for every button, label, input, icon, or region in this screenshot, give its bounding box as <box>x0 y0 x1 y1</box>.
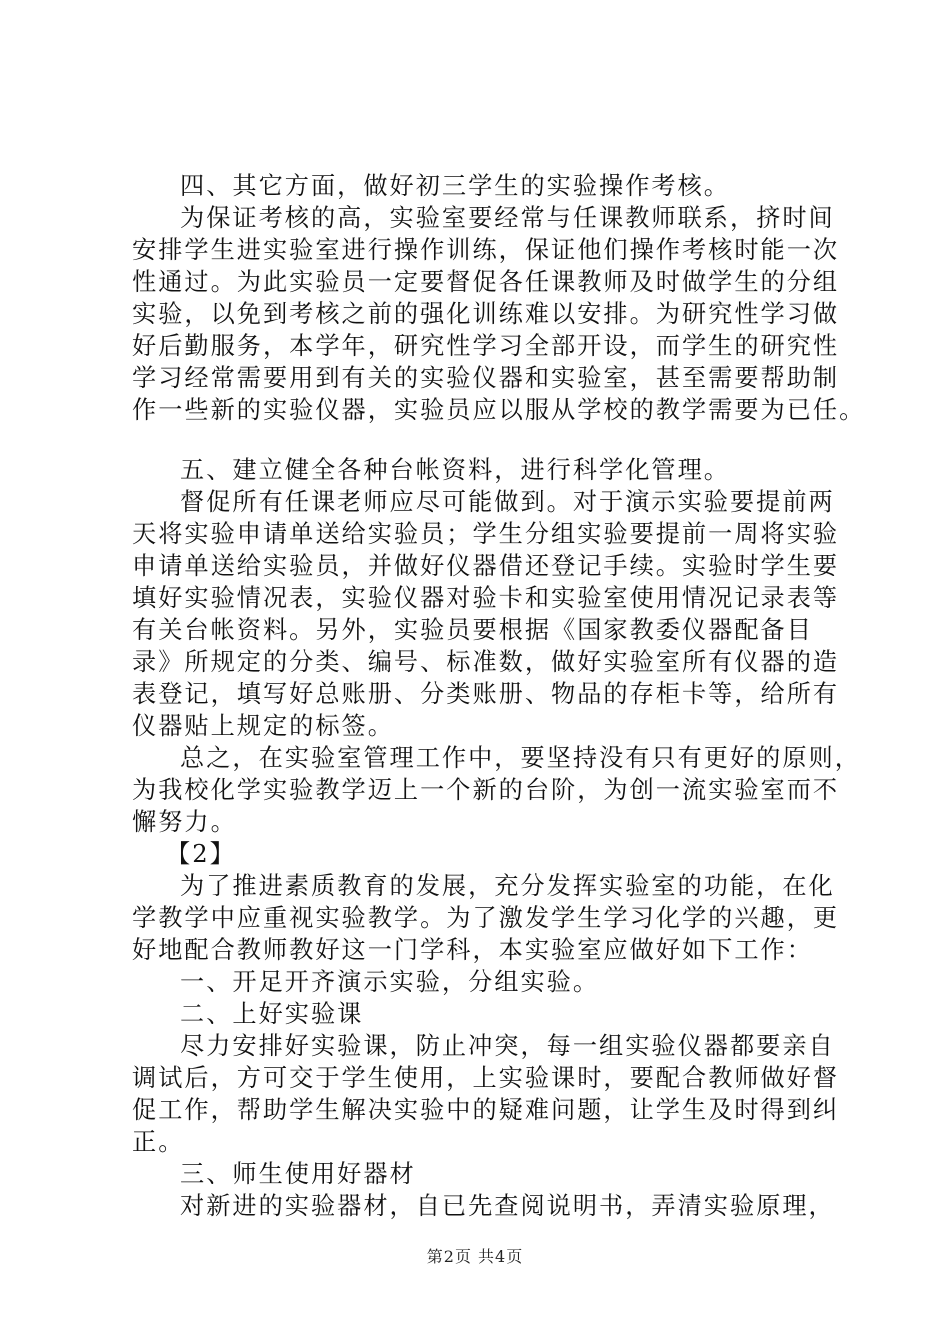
paragraph-line: 有关台帐资料。另外，实验员要根据《国家教委仪器配备目 <box>132 616 813 644</box>
paragraph-line: 作一些新的实验仪器，实验员应以服从学校的教学需要为已任。 <box>132 396 866 424</box>
paragraph-line: 为保证考核的高，实验室要经常与任课教师联系，挤时间 <box>180 204 835 232</box>
paragraph-line: 督促所有任课老师应尽可能做到。对于演示实验要提前两 <box>180 488 835 516</box>
summary-line: 为我校化学实验教学迈上一个新的台阶，为创一流实验室而不 <box>132 776 840 804</box>
paragraph-line: 仪器贴上规定的标签。 <box>132 712 394 740</box>
paragraph-line: 性通过。为此实验员一定要督促各任课教师及时做学生的分组 <box>132 268 840 296</box>
part-marker: 【2】 <box>166 840 236 868</box>
paragraph-line: 安排学生进实验室进行操作训练，保证他们操作考核时能一次 <box>132 236 840 264</box>
paragraph-line: 天将实验申请单送给实验员；学生分组实验要提前一周将实验 <box>132 520 840 548</box>
paragraph-line: 录》所规定的分类、编号、标准数，做好实验室所有仪器的造 <box>132 648 840 676</box>
item-heading-3: 三、师生使用好器材 <box>180 1160 416 1188</box>
paragraph-line: 尽力安排好实验课，防止冲突，每一组实验仪器都要亲自 <box>180 1032 835 1060</box>
paragraph-gap <box>132 426 832 454</box>
paragraph-line: 对新进的实验器材，自已先查阅说明书，弄清实验原理， <box>180 1192 835 1220</box>
paragraph-line: 实验，以免到考核之前的强化训练难以安排。为研究性学习做 <box>132 300 840 328</box>
summary-line: 懈努力。 <box>132 808 237 836</box>
item-heading-2: 二、上好实验课 <box>180 1000 364 1028</box>
page-footer: 第2页 共4页 <box>426 1247 524 1266</box>
item-heading-1: 一、开足开齐演示实验，分组实验。 <box>180 968 600 996</box>
paragraph-line: 填好实验情况表，实验仪器对验卡和实验室使用情况记录表等 <box>132 584 840 612</box>
intro-line: 为了推进素质教育的发展，充分发挥实验室的功能，在化 <box>180 872 835 900</box>
section-heading-5: 五、建立健全各种台帐资料，进行科学化管理。 <box>180 456 730 484</box>
section-heading-4: 四、其它方面，做好初三学生的实验操作考核。 <box>180 172 730 200</box>
paragraph-line: 正。 <box>132 1128 185 1156</box>
paragraph-line: 促工作，帮助学生解决实验中的疑难问题，让学生及时得到纠 <box>132 1096 840 1124</box>
intro-line: 学教学中应重视实验教学。为了激发学生学习化学的兴趣，更 <box>132 904 840 932</box>
paragraph-line: 申请单送给实验员，并做好仪器借还登记手续。实验时学生要 <box>132 552 840 580</box>
paragraph-line: 好后勤服务，本学年，研究性学习全部开设，而学生的研究性 <box>132 332 840 360</box>
paragraph-line: 表登记，填写好总账册、分类账册、物品的存柜卡等，给所有 <box>132 680 840 708</box>
document-body <box>132 170 866 1222</box>
intro-line: 好地配合教师教好这一门学科，本实验室应做好如下工作： <box>132 936 813 964</box>
summary-line: 总之，在实验室管理工作中，要坚持没有只有更好的原则， <box>180 744 861 772</box>
paragraph-line: 学习经常需要用到有关的实验仪器和实验室，甚至需要帮助制 <box>132 364 840 392</box>
paragraph-line: 调试后，方可交于学生使用，上实验课时，要配合教师做好督 <box>132 1064 840 1092</box>
